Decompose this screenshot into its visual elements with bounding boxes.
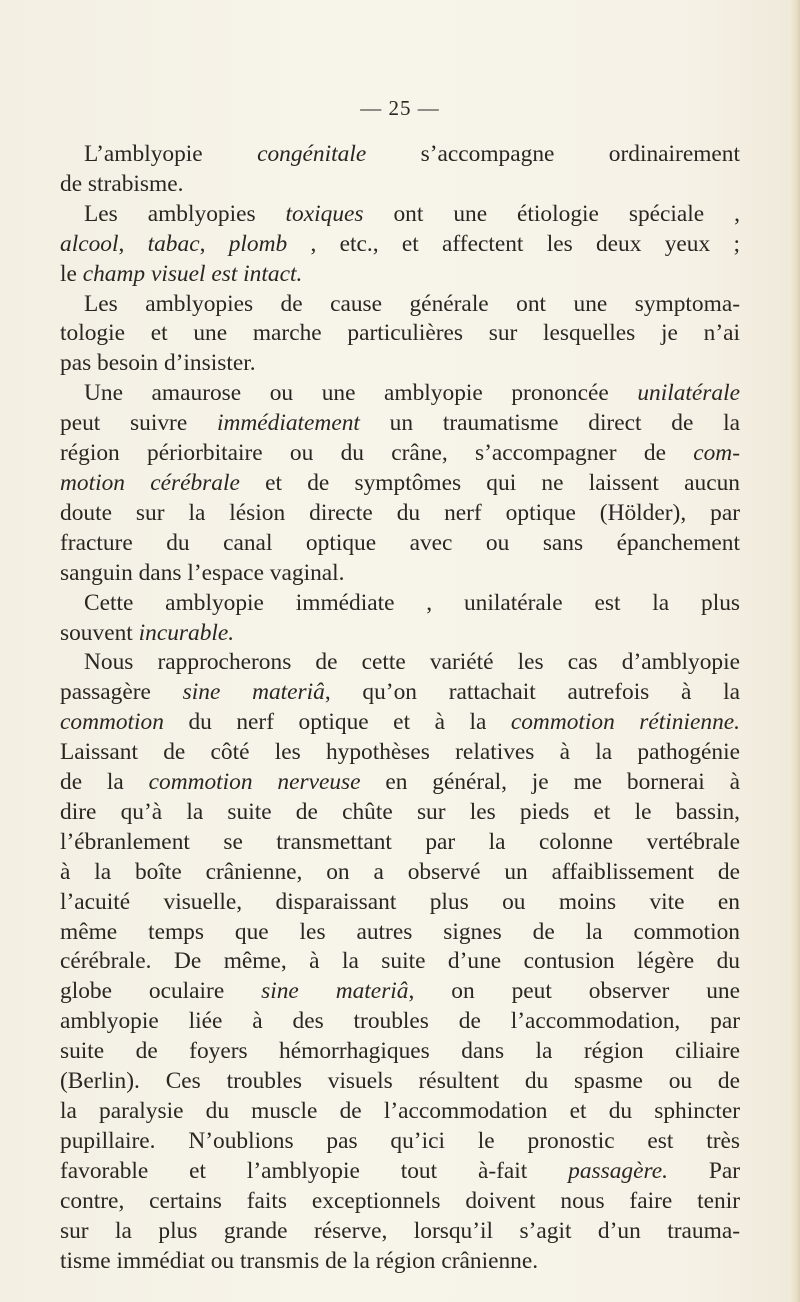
text-segment: peut suivre [60, 410, 217, 437]
text-line [60, 828, 740, 858]
text-segment: ont une étiologie spéciale , [363, 200, 740, 227]
text-line [60, 260, 740, 290]
text-line [60, 1037, 740, 1067]
text-line [60, 1247, 740, 1277]
text-segment: fracture du canal optique avec ou sans épanchement [60, 529, 740, 556]
text-segment: le [60, 260, 83, 287]
page-number: — 25 — [360, 96, 440, 120]
italic-text: immédiatement [217, 410, 360, 437]
text-segment: cérébrale. De même, à la suite d’une contusion légère du [60, 948, 740, 975]
text-line [60, 1097, 740, 1127]
text-line [60, 648, 740, 678]
text-segment: du nerf optique et à la [163, 709, 511, 736]
text-segment: dire qu’à la suite de chûte sur les pieds et le bassin, [60, 798, 740, 825]
italic-text: sine materiâ [261, 978, 409, 1005]
text-segment: (Berlin). Ces troubles visuels résultent du spasme ou de [60, 1068, 740, 1095]
text-line [60, 529, 740, 559]
text-segment: souvent [60, 619, 139, 646]
text-segment: de strabisme. [60, 170, 184, 197]
text-line [60, 559, 740, 589]
text-segment: Cette amblyopie immédiate , unilatérale est la plus [84, 589, 740, 616]
text-line [60, 1217, 740, 1247]
text-line [60, 319, 740, 349]
italic-text: motion cérébrale [60, 469, 240, 496]
text-line [60, 379, 740, 409]
text-line [60, 678, 740, 708]
text-segment: suite de foyers hémorrhagiques dans la région ciliaire [60, 1038, 740, 1065]
text-segment: L’amblyopie [84, 141, 258, 167]
italic-text: commotion rétinienne. [510, 709, 740, 736]
text-segment: même temps que les autres signes de la commotion [60, 918, 740, 945]
text-segment: tologie et une marche particulières sur lesquelles je n’ai [60, 320, 740, 347]
text-segment: s’accompagne ordinairement [366, 141, 740, 167]
body-text [60, 140, 740, 1276]
text-segment: l’ébranlement se transmettant par la colonne vertébrale [60, 828, 740, 855]
italic-text: congénitale [257, 141, 367, 167]
italic-text: tabac [147, 230, 200, 257]
text-line [60, 1187, 740, 1217]
text-segment: passagère [60, 679, 183, 706]
text-line [60, 230, 740, 260]
text-segment: doute sur la lésion directe du nerf optique (Hölder), par [60, 499, 740, 526]
text-line [60, 738, 740, 768]
italic-text: alcool [60, 230, 119, 257]
text-segment: Les amblyopies [84, 200, 286, 227]
text-line [60, 589, 740, 619]
italic-text: sine materiâ [182, 679, 325, 706]
text-line [60, 768, 740, 798]
text-line [60, 409, 740, 439]
text-line [60, 708, 740, 738]
text-line [60, 170, 740, 200]
text-segment: un traumatisme direct de la [359, 410, 740, 437]
text-segment: et de symptômes qui ne laissent aucun [239, 469, 740, 496]
italic-text: champ visuel est intact. [82, 260, 303, 287]
italic-text: commotion nerveuse [148, 769, 361, 796]
text-segment: région périorbitaire ou du crâne, s’accompagner de [60, 440, 694, 467]
text-line [60, 1067, 740, 1097]
text-segment: pupillaire. N’oublions pas qu’ici le pronostic est très [60, 1127, 740, 1154]
text-line [60, 947, 740, 977]
italic-text: com- [693, 440, 740, 467]
text-line [60, 1007, 740, 1037]
text-segment: favorable et l’amblyopie tout à-fait [60, 1157, 569, 1184]
text-line [60, 888, 740, 918]
text-line [60, 798, 740, 828]
text-segment: globe oculaire [60, 978, 262, 1005]
text-segment: à la boîte crânienne, on a observé un affaiblissement de [60, 858, 740, 885]
text-line [60, 140, 740, 170]
text-segment: Une amaurose ou une amblyopie prononcée [84, 380, 638, 407]
text-line [60, 858, 740, 888]
text-line [60, 977, 740, 1007]
text-line [60, 499, 740, 529]
text-segment: sanguin dans l’espace vaginal. [60, 559, 345, 586]
italic-text: unilatérale [637, 380, 740, 407]
text-segment: amblyopie liée à des troubles de l’accommodation, par [60, 1008, 740, 1035]
text-segment: , etc., et affectent les deux yeux ; [287, 230, 740, 257]
text-line [60, 1157, 740, 1187]
text-segment: , qu’on rattachait autrefois à la [324, 679, 741, 706]
text-segment: pas besoin d’insister. [60, 350, 256, 377]
italic-text: incurable. [138, 619, 235, 646]
page-edge-shadow [790, 0, 800, 1302]
text-segment: , [118, 230, 148, 257]
text-line [60, 918, 740, 948]
text-segment: l’acuité visuelle, disparaissant plus ou moins vite en [60, 888, 740, 915]
text-line [60, 200, 740, 230]
text-line [60, 1127, 740, 1157]
text-segment: tisme immédiat ou transmis de la région crânienne. [60, 1247, 539, 1274]
text-segment: Les amblyopies de cause générale ont une symptoma- [84, 290, 740, 317]
text-segment: contre, certains faits exceptionnels doivent nous faire tenir [60, 1187, 740, 1214]
text-segment: , [199, 230, 229, 257]
text-segment: la paralysie du muscle de l’accommodation et du sphincter [60, 1098, 740, 1124]
text-segment: Nous rapprocherons de cette variété les cas d’amblyopie [84, 649, 740, 676]
text-segment: en général, je me bornerai à [360, 769, 741, 796]
italic-text: commotion [60, 709, 164, 736]
text-segment: , on peut observer une [408, 978, 740, 1005]
text-line [60, 349, 740, 379]
text-segment: Laissant de côté les hypothèses relatives à la pathogénie [60, 739, 740, 766]
text-segment: sur la plus grande réserve, lorsqu’il s’agit d’un trauma- [60, 1217, 740, 1244]
text-line [60, 619, 740, 649]
italic-text: passagère. [568, 1157, 668, 1184]
text-line [60, 290, 740, 320]
text-segment: Par [667, 1157, 741, 1184]
text-line [60, 439, 740, 469]
text-line [60, 469, 740, 499]
italic-text: toxiques [285, 200, 364, 227]
italic-text: plomb [228, 230, 288, 257]
text-segment: de la [60, 769, 149, 796]
